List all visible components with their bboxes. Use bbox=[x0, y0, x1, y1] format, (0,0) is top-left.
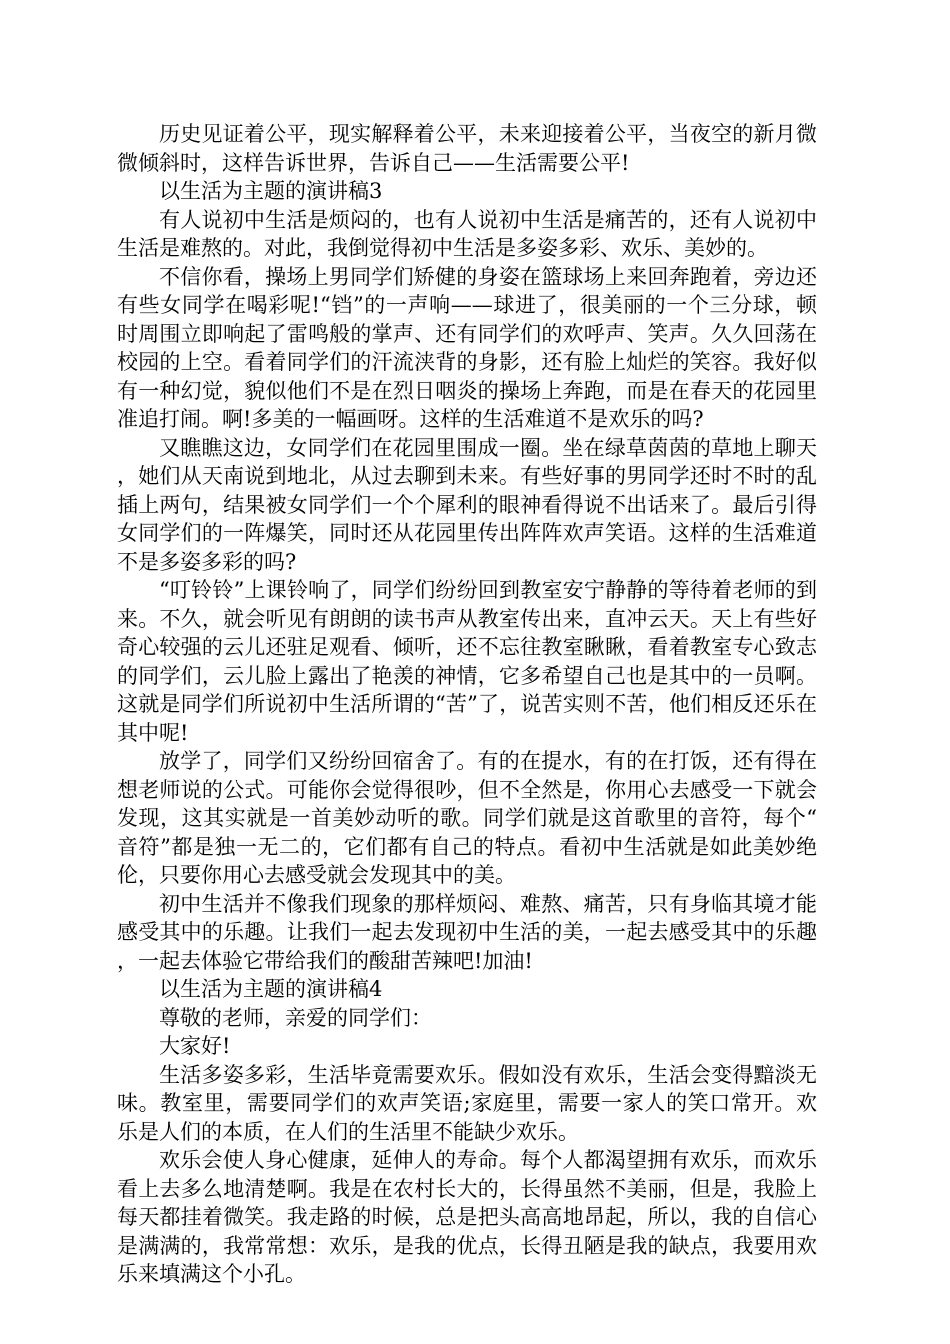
paragraph: 不信你看，操场上男同学们矫健的身姿在篮球场上来回奔跑着，旁边还有些女同学在喝彩呢!“铛”的一声响——球进了，很美丽的一个三分球，顿时周围立即响起了雷鸣般的掌声、还有同学们的欢呼声、笑声。久久回荡在校园的上空。看着同学们的汗流浃背的身影，还有脸上灿烂的笑容。我好似有一种幻觉，貌似他们不是在烈日咽炎的操场上奔跑，而是在春天的花园里准追打闹。啊!多美的一幅画呀。这样的生活难道不是欢乐的吗? bbox=[117, 264, 817, 431]
salutation: 尊敬的老师，亲爱的同学们： bbox=[159, 1005, 432, 1030]
document-body bbox=[117, 120, 817, 1289]
section-heading: 以生活为主题的演讲稿3 bbox=[159, 179, 383, 203]
section-heading: 以生活为主题的演讲稿4 bbox=[159, 977, 383, 1001]
paragraph: 欢乐会使人身心健康，延伸人的寿命。每个人都渴望拥有欢乐，而欢乐看上去多么地清楚啊。我是在农村长大的，长得虽然不美丽，但是，我脸上每天都挂着微笑。我走路的时候，总是把头高高地昂起，所以，我的自信心是满满的，我常常想：欢乐，是我的优点，长得丑陋是我的缺点，我要用欢乐来填满这个小孔。 bbox=[117, 1148, 817, 1286]
greeting: 大家好! bbox=[159, 1034, 231, 1058]
paragraph: 初中生活并不像我们现象的那样烦闷、难熬、痛苦，只有身临其境才能感受其中的乐趣。让我们一起去发现初中生活的美，一起去感受其中的乐趣，一起去体验它带给我们的酸甜苦辣吧!加油! bbox=[117, 891, 817, 973]
paragraph: 历史见证着公平，现实解释着公平，未来迎接着公平，当夜空的新月微微倾斜时，这样告诉世界，告诉自己——生活需要公平! bbox=[117, 122, 817, 175]
paragraph: 又瞧瞧这边，女同学们在花园里围成一圈。坐在绿草茵茵的草地上聊天，她们从天南说到地北，从过去聊到未来。有些好事的男同学还时不时的乱插上两句，结果被女同学们一个个犀利的眼神看得说不出话来了。最后引得女同学们的一阵爆笑，同时还从花园里传出阵阵欢声笑语。这样的生活难道不是多姿多彩的吗? bbox=[117, 435, 817, 574]
paragraph: “叮铃铃”上课铃响了，同学们纷纷回到教室安宁静静的等待着老师的到来。不久，就会听见有朗朗的读书声从教室传出来，直冲云天。天上有些好奇心较强的云儿还驻足观看、倾听，还不忘往教室瞅瞅，看着教室专心致志的同学们，云儿脸上露出了艳羡的神情，它多希望自己也是其中的一员啊。这就是同学们所说初中生活所谓的“苦”了，说苦实则不苦，他们相反还乐在其中呢! bbox=[117, 578, 817, 745]
paragraph: 生活多姿多彩，生活毕竟需要欢乐。假如没有欢乐，生活会变得黯淡无味。教室里，需要同学们的欢声笑语;家庭里，需要一家人的笑口常开。欢乐是人们的本质，在人们的生活里不能缺少欢乐。 bbox=[117, 1062, 817, 1144]
paragraph: 有人说初中生活是烦闷的，也有人说初中生活是痛苦的，还有人说初中生活是难熬的。对此，我倒觉得初中生活是多姿多彩、欢乐、美妙的。 bbox=[117, 207, 817, 260]
paragraph: 放学了，同学们又纷纷回宿舍了。有的在提水，有的在打饭，还有得在想老师说的公式。可能你会觉得很吵，但不全然是，你用心去感受一下就会发现，这其实就是一首美妙动听的歌。同学们就是这首歌里的音符，每个“音符”都是独一无二的，它们都有自己的特点。看初中生活就是如此美妙绝伦，只要你用心去感受就会发现其中的美。 bbox=[117, 749, 817, 887]
